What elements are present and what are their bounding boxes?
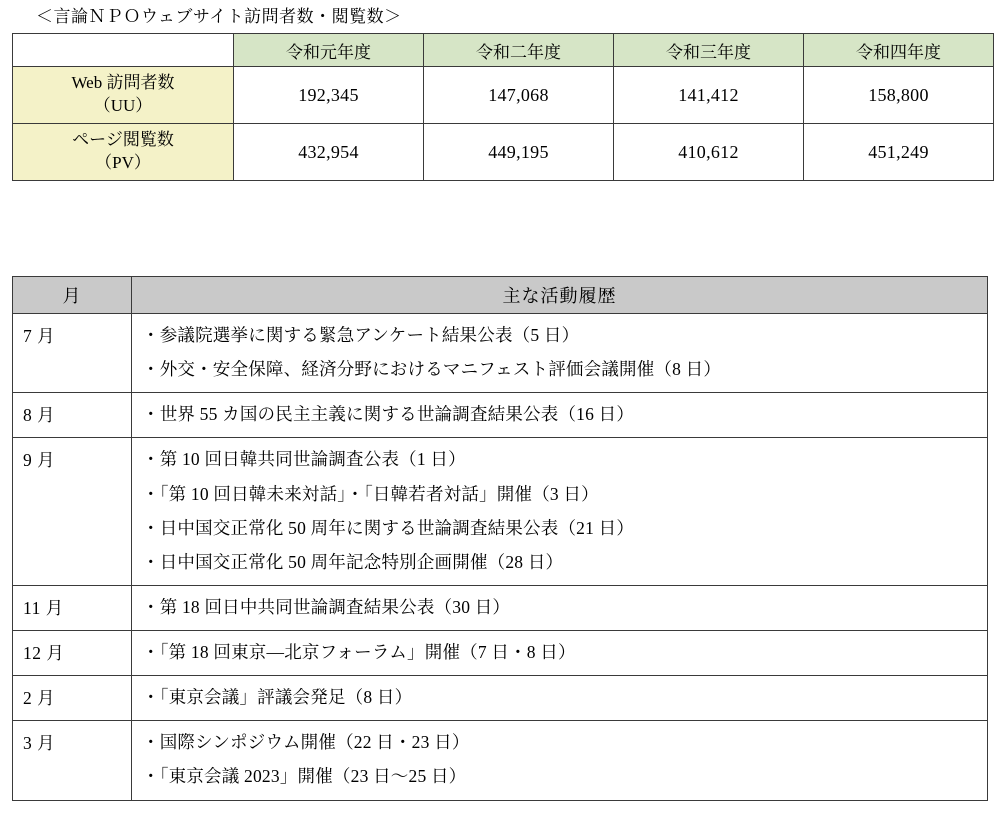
activity-col-header-events: 主な活動履歴 [132, 277, 988, 314]
stats-col-header-0: 令和元年度 [234, 34, 424, 67]
stats-cell-uu-r2: 147,068 [424, 67, 614, 124]
web-stats-table [12, 33, 994, 181]
list-item: ・「第 10 回日韓未来対話」・「日韓若者対話」開催（3 日） [142, 483, 599, 504]
table-header-row [13, 34, 994, 67]
list-item: ・外交・安全保障、経済分野におけるマニフェスト評価会議開催（8 日） [142, 359, 722, 380]
table-row [13, 314, 988, 393]
table-row [13, 585, 988, 630]
activity-body [13, 314, 988, 801]
stats-row-label-1-line1: ページ閲覧数 [72, 130, 174, 150]
stats-cell-uu-r4: 158,800 [804, 67, 994, 124]
stats-col-header-1: 令和二年度 [424, 34, 614, 67]
activity-events-0 [132, 314, 988, 393]
activity-head [13, 277, 988, 314]
activity-month-0: 7 月 [13, 314, 132, 393]
table-row [13, 124, 994, 181]
list-item: ・「第 18 回東京―北京フォーラム」開催（7 日・8 日） [142, 642, 576, 662]
table-row [13, 721, 988, 800]
activity-month-6: 3 月 [13, 721, 132, 800]
table-header-row [13, 277, 988, 314]
stats-cell-uu-r1: 192,345 [234, 67, 424, 124]
list-item: ・「東京会議」評議会発足（8 日） [142, 687, 413, 708]
stats-row-label-1 [13, 124, 234, 181]
web-stats-body [13, 67, 994, 181]
list-item: ・第 10 回日韓共同世論調査公表（1 日） [142, 449, 466, 470]
page-title: ＜言論ＮＰＯウェブサイト訪問者数・閲覧数＞ [36, 7, 402, 26]
list-item: ・参議院選挙に関する緊急アンケート結果公表（5 日） [142, 325, 580, 345]
activity-events-3 [132, 585, 988, 630]
stats-cell-pv-r4: 451,249 [804, 124, 994, 181]
stats-col-header-2: 令和三年度 [614, 34, 804, 67]
table-row [13, 393, 988, 438]
list-item: ・国際シンポジウム開催（22 日・23 日） [142, 732, 470, 753]
web-stats-head [13, 34, 994, 67]
table-row [13, 631, 988, 676]
activity-col-header-month: 月 [13, 277, 132, 314]
stats-cell-pv-r2: 449,195 [424, 124, 614, 181]
activity-events-4 [132, 631, 988, 676]
table-row [13, 438, 988, 586]
stats-col-header-3: 令和四年度 [804, 34, 994, 67]
activity-events-5 [132, 676, 988, 721]
activity-month-1: 8 月 [13, 393, 132, 438]
stats-row-label-0 [13, 67, 234, 124]
list-item: ・世界 55 カ国の民主主義に関する世論調査結果公表（16 日） [142, 404, 635, 425]
activity-events-6 [132, 721, 988, 800]
stats-cell-uu-r3: 141,412 [614, 67, 804, 124]
table-row [13, 67, 994, 124]
stats-corner-cell [13, 34, 234, 67]
activity-month-3: 11 月 [13, 585, 132, 630]
stats-cell-pv-r3: 410,612 [614, 124, 804, 181]
list-item: ・第 18 回日中共同世論調査結果公表（30 日） [142, 596, 511, 617]
activity-events-2 [132, 438, 988, 586]
activity-month-5: 2 月 [13, 676, 132, 721]
list-item: ・日中国交正常化 50 周年記念特別企画開催（28 日） [142, 551, 564, 572]
activity-month-4: 12 月 [13, 631, 132, 676]
list-item: ・日中国交正常化 50 周年に関する世論調査結果公表（21 日） [142, 517, 635, 538]
stats-row-label-0-line1: Web 訪問者数 [71, 73, 175, 93]
activity-events-1 [132, 393, 988, 438]
stats-row-label-0-line2: （UU） [93, 96, 153, 115]
table-row [13, 676, 988, 721]
activity-log-table [12, 276, 988, 801]
stats-cell-pv-r1: 432,954 [234, 124, 424, 181]
list-item: ・「東京会議 2023」開催（23 日～25 日） [142, 766, 467, 787]
stats-row-label-1-line2: （PV） [95, 153, 151, 172]
activity-month-2: 9 月 [13, 438, 132, 586]
